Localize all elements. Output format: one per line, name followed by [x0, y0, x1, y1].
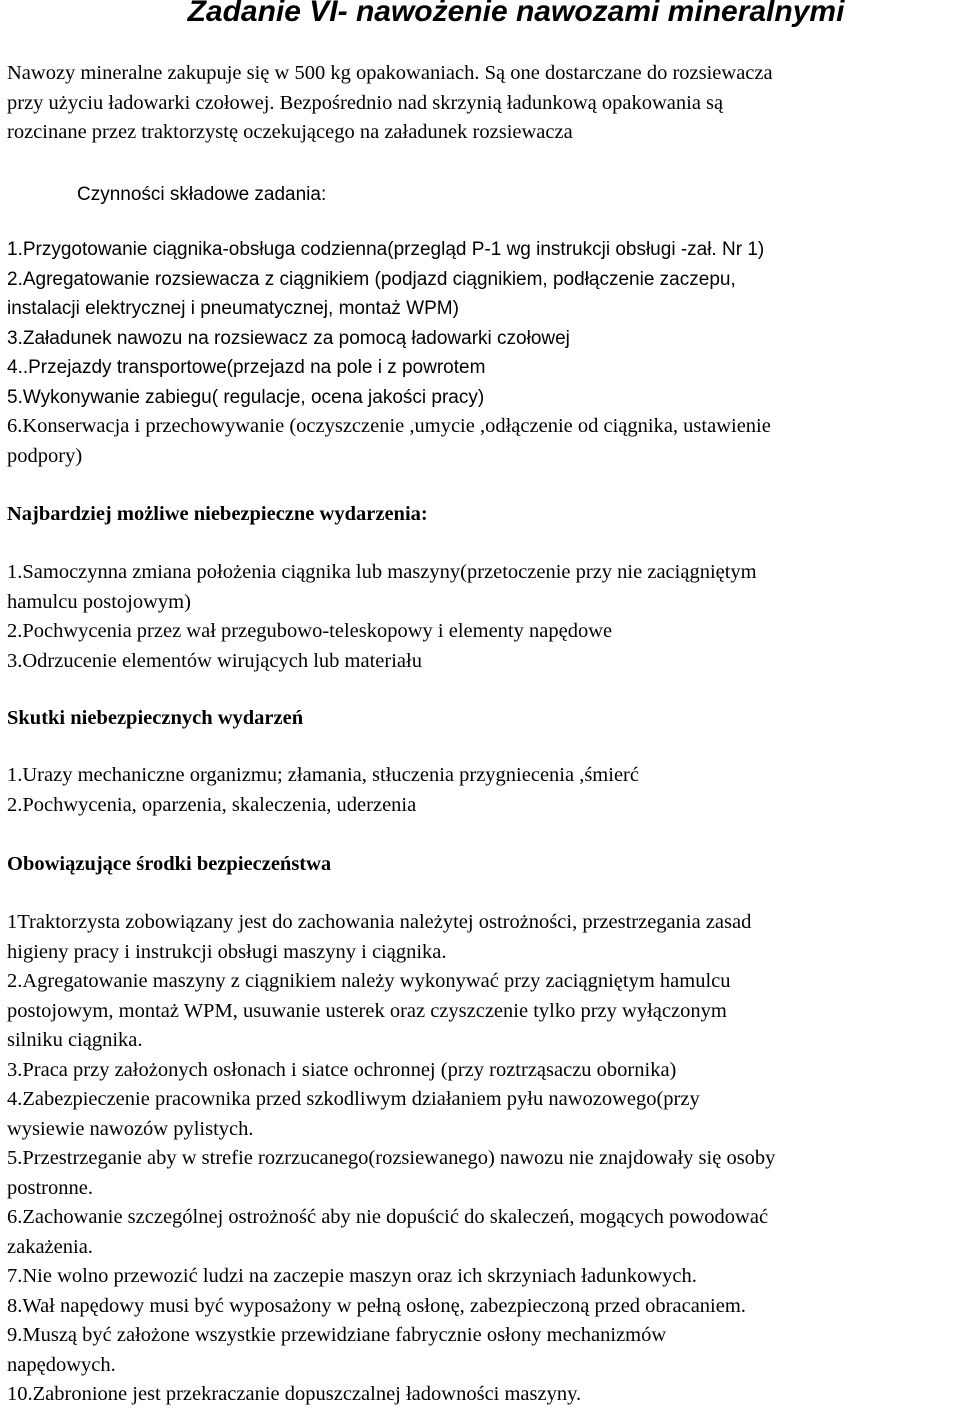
list-item: silniku ciągnika. [7, 1029, 143, 1051]
list-item: 4.Zabezpieczenie pracownika przed szkodliwym działaniem pyłu nawozowego(przy [7, 1088, 700, 1110]
measures-heading: Obowiązujące środki bezpieczeństwa [7, 853, 332, 875]
measures-list [7, 908, 957, 1410]
effects-list [7, 761, 957, 820]
list-item: 3.Załadunek nawozu na rozsiewacz za pomocą ładowarki czołowej [7, 327, 570, 349]
list-item: 6.Zachowanie szczególnej ostrożność aby nie dopuścić do skaleczeń, mogących powodować [7, 1206, 769, 1228]
list-item: 1.Samoczynna zmiana położenia ciągnika lub maszyny(przetoczenie przy nie zaciągniętym [7, 561, 757, 583]
steps-heading: Czynności składowe zadania: [77, 184, 327, 205]
intro-line: rozcinane przez traktorzystę oczekującego na załadunek rozsiewacza [7, 121, 573, 143]
list-item: zakażenia. [7, 1235, 93, 1258]
list-item: 3.Praca przy założonych osłonach i siatce ochronnej (przy roztrząsaczu obornika) [7, 1058, 677, 1081]
list-item: 6.Konserwacja i przechowywanie (oczyszczenie ,umycie ,odłączenie od ciągnika, ustawienie [7, 415, 771, 437]
list-item: 2.Agregatowanie maszyny z ciągnikiem należy wykonywać przy zaciągniętym hamulcu [7, 970, 731, 992]
hazards-heading: Najbardziej możliwe niebezpieczne wydarzenia: [7, 503, 428, 525]
list-item: 4..Przejazdy transportowe(przejazd na pole i z powrotem [7, 357, 486, 378]
intro-paragraph [7, 59, 957, 148]
hazards-list [7, 558, 957, 676]
steps-list [7, 235, 957, 412]
list-item: 10.Zabronione jest przekraczanie dopuszczalnej ładowności maszyny. [7, 1383, 582, 1405]
list-item: instalacji elektrycznej i pneumatycznej, montaż WPM) [7, 298, 459, 319]
list-item: 9.Muszą być założone wszystkie przewidziane fabrycznie osłony mechanizmów [7, 1324, 667, 1346]
list-item: 2.Agregatowanie rozsiewacza z ciągnikiem (podjazd ciągnikiem, podłączenie zaczepu, [7, 268, 736, 290]
list-item: 5.Wykonywanie zabiegu( regulacje, ocena jakości pracy) [7, 386, 485, 408]
list-item: 1Traktorzysta zobowiązany jest do zachowania należytej ostrożności, przestrzegania zasad [7, 911, 752, 933]
list-item: 8.Wał napędowy musi być wyposażony w pełną osłonę, zabezpieczoną przed obracaniem. [7, 1294, 746, 1317]
list-item: 1.Przygotowanie ciągnika-obsługa codzienna(przegląd P-1 wg instrukcji obsługi -zał. Nr 1) [7, 239, 765, 260]
page-title: Zadanie VI- nawożenie nawozami mineralnymi [187, 0, 845, 28]
list-item: napędowych. [7, 1353, 116, 1376]
list-item: hamulcu postojowym) [7, 590, 191, 613]
list-item: 2.Pochwycenia, oparzenia, skaleczenia, uderzenia [7, 793, 417, 816]
list-item: higieny pracy i instrukcji obsługi maszyny i ciągnika. [7, 940, 447, 963]
list-item: postojowym, montaż WPM, usuwanie usterek oraz czyszczenie tylko przy wyłączonym [7, 999, 727, 1022]
list-item: postronne. [7, 1176, 93, 1199]
intro-line: Nawozy mineralne zakupuje się w 500 kg opakowaniach. Są one dostarczane do rozsiewacza [7, 62, 773, 84]
list-item: podpory) [7, 444, 83, 467]
list-item: 5.Przestrzeganie aby w strefie rozrzucanego(rozsiewanego) nawozu nie znajdowały się osoby [7, 1147, 776, 1169]
intro-line: przy użyciu ładowarki czołowej. Bezpośrednio nad skrzynią ładunkową opakowania są [7, 91, 724, 114]
effects-heading: Skutki niebezpiecznych wydarzeń [7, 707, 304, 729]
list-item: wysiewie nawozów pylistych. [7, 1117, 254, 1140]
list-item: 2.Pochwycenia przez wał przegubowo-teleskopowy i elementy napędowe [7, 620, 613, 642]
steps-list-continued [7, 412, 957, 471]
list-item: 1.Urazy mechaniczne organizmu; złamania, stłuczenia przygniecenia ,śmierć [7, 764, 639, 786]
list-item: 3.Odrzucenie elementów wirujących lub materiału [7, 649, 422, 672]
list-item: 7.Nie wolno przewozić ludzi na zaczepie maszyn oraz ich skrzyniach ładunkowych. [7, 1265, 697, 1287]
